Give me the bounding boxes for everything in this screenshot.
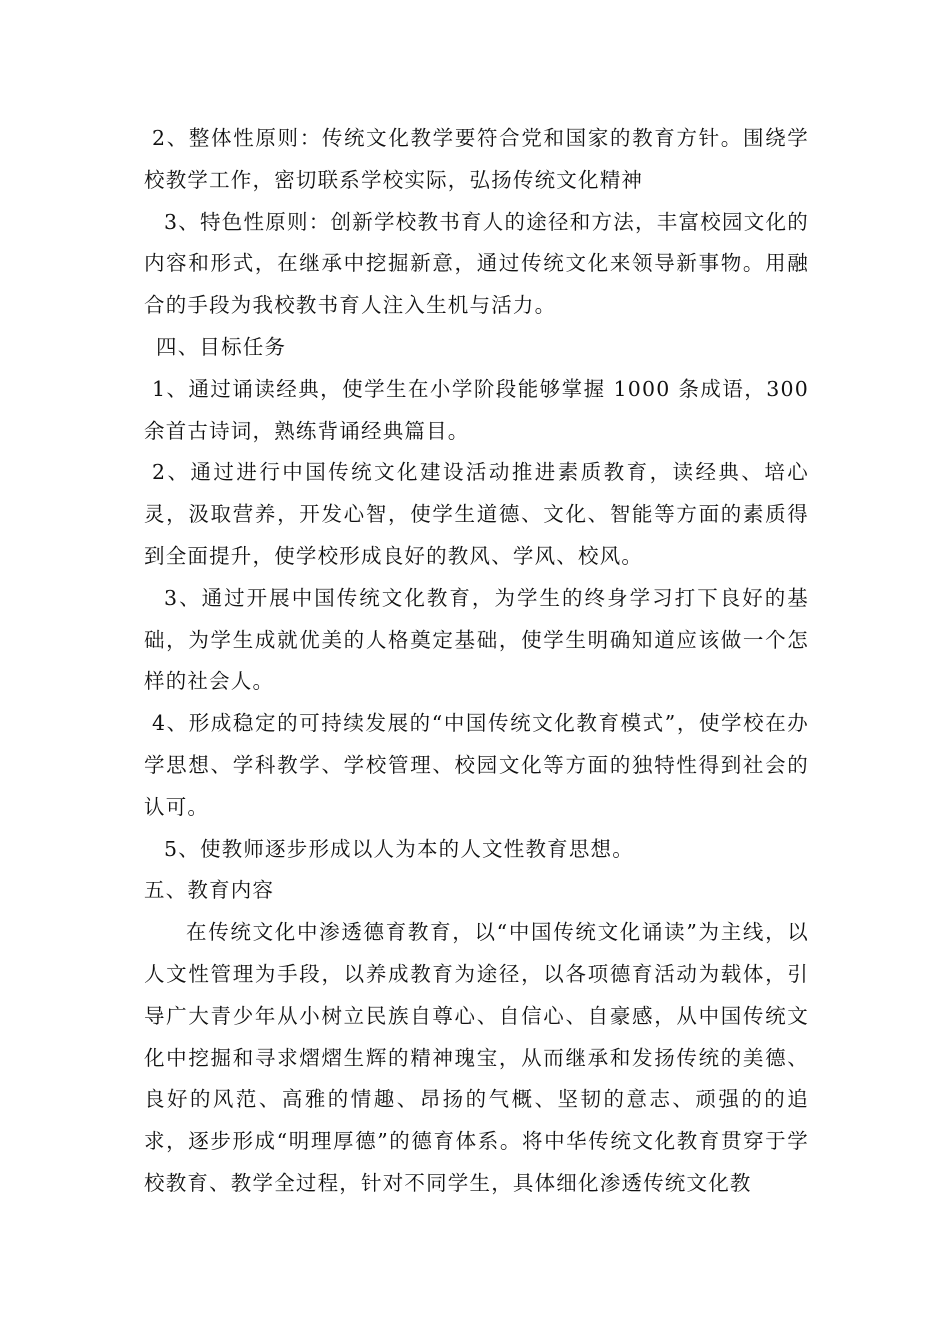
paragraph-content-body: 在传统文化中渗透德育教育，以“中国传统文化诵读”为主线，以人文性管理为手段，以养成教育为途径，以各项德育活动为载体，引导广大青少年从小树立民族自尊心、自信心、自豪感，从中国传统文化中挖掘和寻求熠熠生辉的精神瑰宝，从而继承和发扬传统的美德、良好的风范、高雅的情趣、昂扬的气概、坚韧的意志、顽强的的追求，逐步形成“明理厚德”的德育体系。将中华传统文化教育贯穿于学校教育、教学全过程，针对不同学生，具体细化渗透传统文化教 xyxy=(144,920,809,1195)
paragraph-goal-2: 2、通过进行中国传统文化建设活动推进素质教育，读经典、培心灵，汲取营养，开发心智，使学生道德、文化、智能等方面的素质得到全面提升，使学校形成良好的教风、学风、校风。 xyxy=(144,460,809,568)
section-heading-content: 五、教育内容 xyxy=(144,878,275,903)
paragraph-goal-4: 4、形成稳定的可持续发展的“中国传统文化教育模式”，使学校在办学思想、学科教学、学校管理、校园文化等方面的独特性得到社会的认可。 xyxy=(144,711,809,819)
paragraph-principle-integrity: 2、整体性原则：传统文化教学要符合党和国家的教育方针。围绕学校教学工作，密切联系学校实际，弘扬传统文化精神 xyxy=(144,126,809,192)
paragraph-goal-3: 3、通过开展中国传统文化教育，为学生的终身学习打下良好的基础，为学生成就优美的人格奠定基础，使学生明确知道应该做一个怎样的社会人。 xyxy=(144,585,809,694)
section-heading-goals: 四、目标任务 xyxy=(156,334,287,359)
paragraph-goal-5: 5、使教师逐步形成以人为本的人文性教育思想。 xyxy=(164,836,634,861)
paragraph-goal-1: 1、通过诵读经典，使学生在小学阶段能够掌握 1000 条成语，300 余首古诗词，熟练背诵经典篇目。 xyxy=(144,376,809,443)
paragraph-principle-feature: 3、特色性原则：创新学校教书育人的途径和方法，丰富校园文化的内容和形式，在继承中挖掘新意，通过传统文化来领导新事物。用融合的手段为我校教书育人注入生机与活力。 xyxy=(144,209,809,318)
document-body xyxy=(144,118,809,1205)
